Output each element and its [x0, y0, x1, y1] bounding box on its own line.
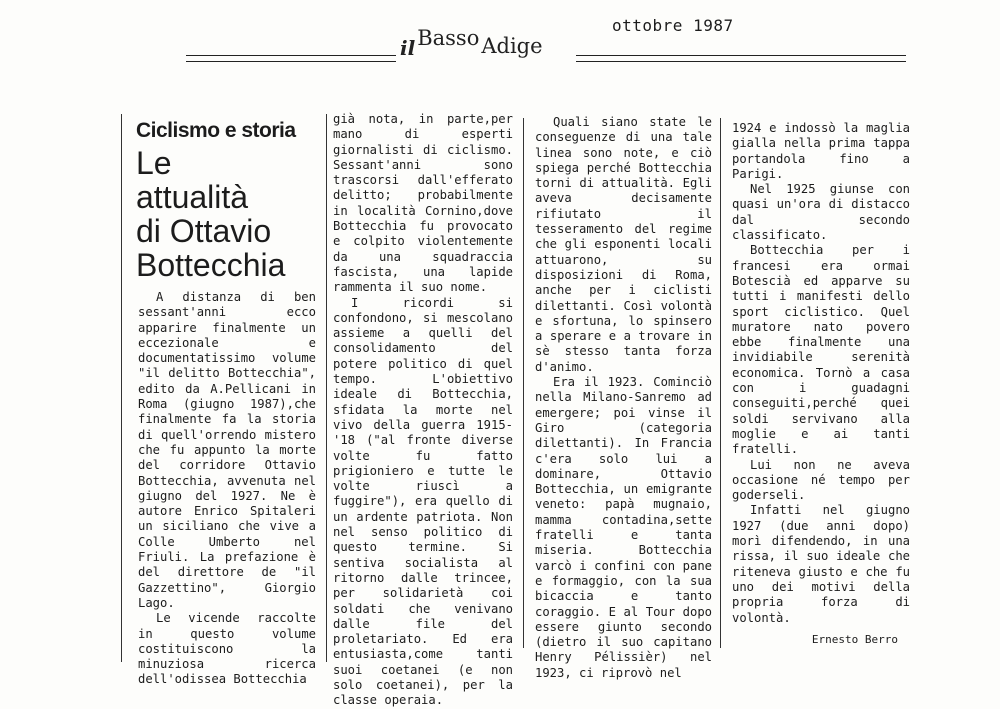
column-rule-1	[121, 114, 122, 662]
column-rule-2	[326, 114, 327, 662]
headline-line: attualità	[136, 179, 249, 215]
paragraph: Nel 1925 giunse con quasi un'ora di distacco dal secondo classificato.	[732, 182, 910, 243]
logo-basso: Basso	[417, 26, 480, 50]
paragraph: Infatti nel giugno 1927 (due anni dopo) morì difendendo, in una rissa, il suo ideale che riteneva giusto e che fu uno dei motivi della propria forza di volontà.	[732, 503, 910, 625]
paragraph: I ricordi si confondono, si mescolano assieme a quelli del consolidamento del potere politico di quel tempo. L'obiettivo ideale di Bottecchia, sfidata la morte nel vivo della guerra 1915-'18 ("al fronte diverse volte fu fatto prigioniero e tutte le volte riuscì a fuggire"), era quello di un ardente patriota. Non nel senso politico di questo termine. Si sentiva socialista al ritorno dalle trincee, per solidarietà coi soldati che venivano dalle file del proletariato. Ed era entusiasta,come tanti suoi coetanei (e non solo coetanei), per la classe operaia.	[333, 295, 513, 708]
paragraph: Quali siano state le conseguenze di una tale linea sono note, e ciò spiega perché Bottecchia torni di attualità. Egli aveva decisamente rifiutato il tesseramento del regime che gli esponenti locali attuarono, su disposizioni di Roma, anche per i ciclisti dilettanti. Così volontà e sfortuna, lo spinsero a sperare e a trovare in sè stesso tanta forza d'animo.	[535, 115, 712, 374]
newspaper-logo	[400, 26, 543, 60]
column-rule-3	[523, 118, 524, 648]
author-signature: Ernesto Berro	[811, 632, 898, 646]
masthead-rule-right	[576, 55, 906, 62]
headline-line: Bottecchia	[136, 247, 286, 283]
paragraph: Le vicende raccolte in questo volume costituiscono la minuziosa ricerca dell'odissea Bottecchia	[138, 611, 316, 687]
paragraph: 1924 e indossò la maglia gialla nella prima tappa portandola fino a Parigi.	[732, 121, 910, 181]
logo-il: il	[400, 36, 416, 60]
article-column-2	[333, 112, 513, 709]
paragraph: Era il 1923. Cominciò nella Milano-Sanremo ad emergere; poi vinse il Giro (categoria dilettanti). In Francia c'era solo lui a dominare, Ottavio Bottecchia, un emigrante veneto: papà mugnaio, mamma contadina,sette fratelli e tanta miseria. Bottecchia varcò i confini con pane e formaggio, con la sua bicaccia e tanto coraggio. E al Tour dopo essere giunto secondo (dietro il suo capitano Henry Pélissièr) nel 1923, ci riprovò nel	[535, 375, 712, 680]
paragraph: già nota, in parte,per mano di esperti giornalisti di ciclismo. Sessant'anni sono trascorsi dall'efferato delitto; probabilmente in località Cornino,dove Bottecchia fu provocato e colpito violentemente da una squadraccia fascista, una lapide rammenta il suo nome.	[333, 112, 513, 295]
headline-line: di Ottavio	[136, 213, 272, 249]
headline-line: Le	[136, 145, 172, 181]
masthead-rules	[186, 26, 906, 66]
paragraph: Bottecchia per i francesi era ormai Botescià ed apparve su tutti i manifesti dello sport ciclistico. Quel muratore nato povero ebbe finalmente una invidiabile serenità economica. Tornò a casa con i guadagni conseguiti,perché quei soldi servivano alla moglie e ai tanti fratelli.	[732, 243, 910, 457]
article-column-4	[732, 121, 910, 647]
article-headline	[136, 146, 316, 282]
issue-date: ottobre 1987	[612, 16, 734, 35]
logo-adige: Adige	[481, 34, 543, 58]
article-kicker: Ciclismo e storia	[136, 119, 296, 142]
masthead	[0, 0, 1000, 80]
paragraph: Lui non ne aveva occasione né tempo per goderseli.	[732, 457, 910, 503]
article-column-3	[535, 115, 712, 681]
paragraph: A distanza di ben sessant'anni ecco apparire finalmente un eccezionale e documentatissimo volume "il delitto Bottecchia", edito da A.Pellicani in Roma (giugno 1987),che finalmente fa la storia di quell'orrendo mistero che fu appunto la morte del corridore Ottavio Bottecchia, avvenuta nel giugno del 1927. Ne è autore Enrico Spitaleri un siciliano che vive a Colle Umberto nel Friuli. La prefazione è del direttore de "il Gazzettino", Giorgio Lago.	[138, 290, 316, 610]
column-rule-4	[720, 118, 721, 648]
article-column-1	[128, 118, 316, 688]
masthead-rule-left	[186, 55, 396, 62]
